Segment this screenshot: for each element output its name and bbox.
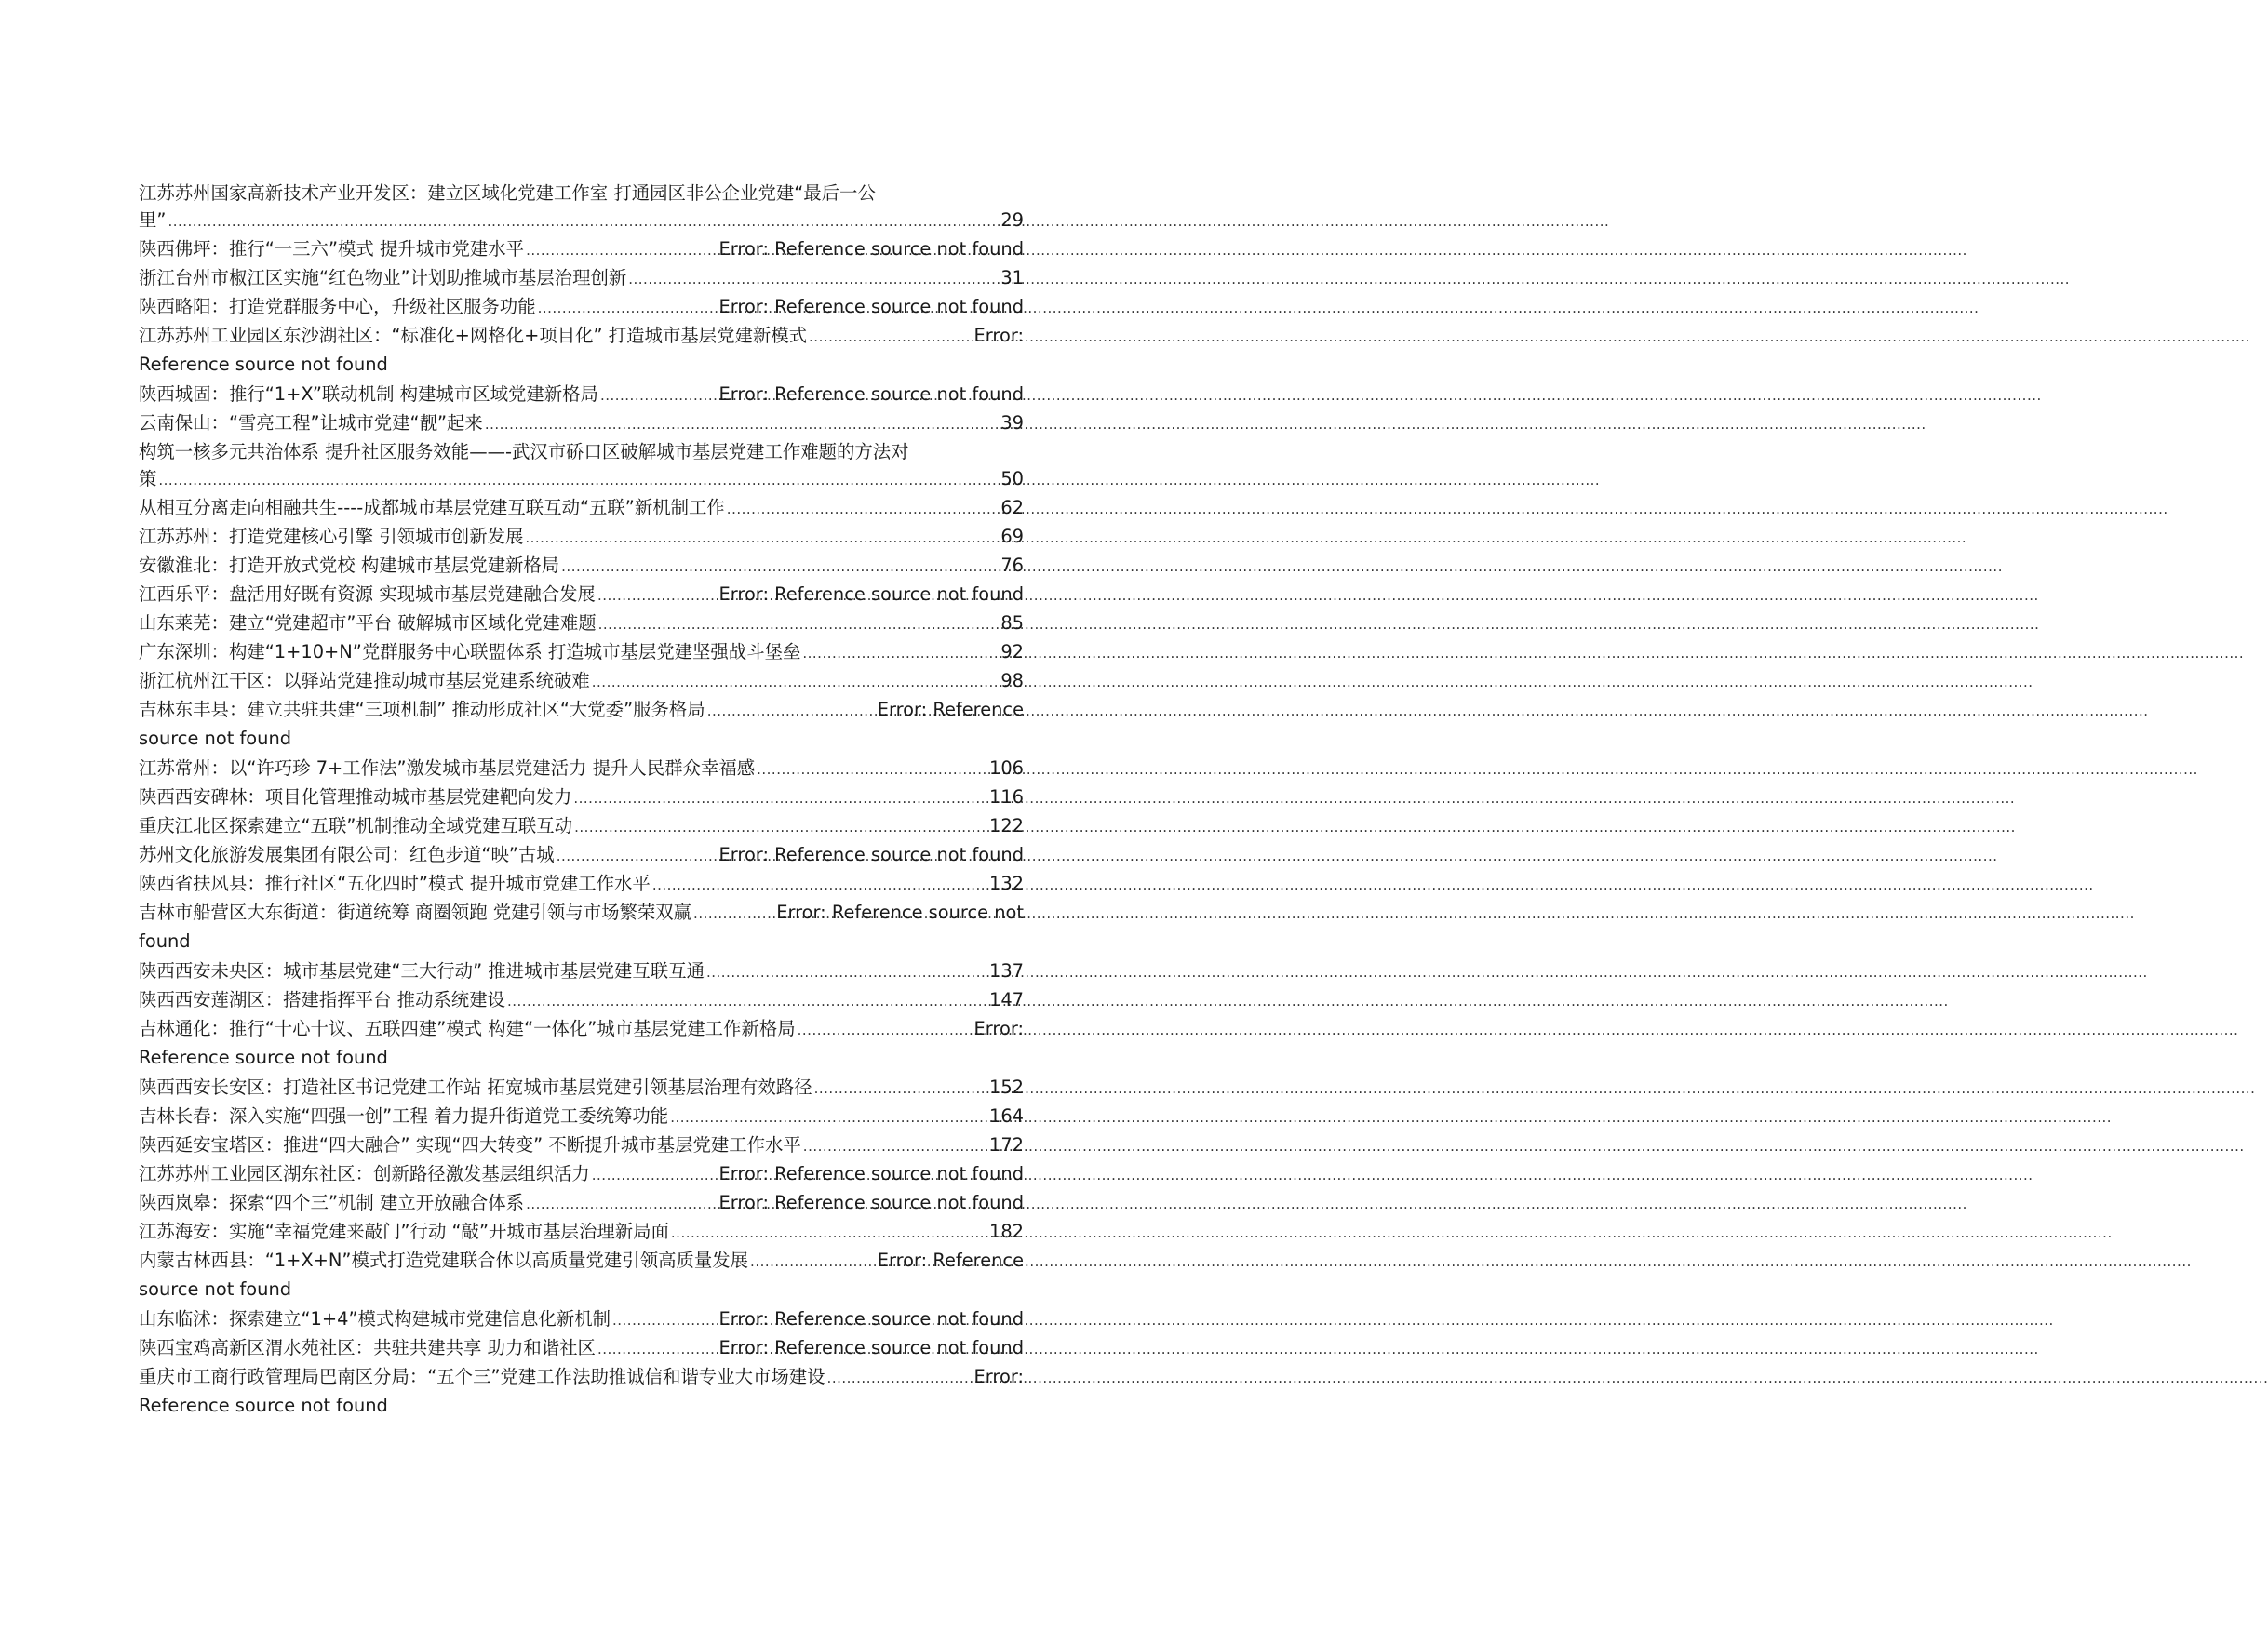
dot-leader [693,901,774,928]
toc-entry-page: Error: Reference source not found [718,1308,1024,1330]
toc-entry-page: 98 [1000,670,1024,691]
dot-leader [612,1307,718,1334]
toc-entry-title: 重庆江北区探索建立“五联”机制推动全域党建互联互动 [139,815,573,836]
toc-entry[interactable] [139,1218,1024,1247]
toc-entry-title: 浙江台州市椒江区实施“红色物业”计划助推城市基层治理创新 [139,267,627,288]
toc-entry-title: 江苏常州：以“许巧珍 7+工作法”激发城市基层党建活力 提升人民群众幸福感 [139,757,756,779]
toc-entry[interactable] [139,841,1024,870]
toc-entry-page: Error: Reference source not found [718,1163,1024,1184]
toc-entry[interactable] [139,494,1024,523]
toc-entry-title: 陕西西安长安区：打造社区书记党建工作站 拓宽城市基层党建引领基层治理有效路径 [139,1077,812,1098]
dot-leader [538,295,718,322]
toc-entry-page: Error: Reference source not found [718,383,1024,405]
toc-entry-page: 182 [988,1221,1024,1242]
toc-entry-title: 陕西西安莲湖区：搭建指挥平台 推动系统建设 [139,989,505,1010]
dot-leader [525,525,999,552]
dot-leader [597,1336,718,1363]
toc-entry-title: 山东莱芜：建立“党建超市”平台 破解城市区域化党建难题 [139,612,597,634]
toc-entry-title: 重庆市工商行政管理局巴南区分局：“五个三”党建工作法助推诚信和谐专业大市场建设 [139,1366,825,1387]
toc-entry[interactable] [139,381,1024,409]
dot-leader [750,1249,876,1276]
toc-entry[interactable] [139,1103,1024,1131]
toc-entry-page-continued: found [139,930,191,952]
dot-leader [802,640,999,667]
toc-entry[interactable] [139,609,1024,638]
dot-leader [707,698,876,725]
toc-entry-title: 江苏苏州工业园区东沙湖社区：“标准化+网格化+项目化” 打造城市基层党建新模式 [139,325,808,346]
dot-leader [158,467,999,494]
toc-entry-page-continued: Reference source not found [139,354,388,375]
toc-entry[interactable] [139,1160,1024,1189]
dot-leader [507,988,987,1015]
toc-entry-page: 152 [988,1077,1024,1098]
toc-entry[interactable] [139,581,1024,609]
toc-entry[interactable] [139,957,1024,986]
toc-entry-page: Error: Reference source not [776,902,1024,923]
toc-entry[interactable] [139,293,1024,322]
toc-entry[interactable] [139,1247,1024,1303]
toc-entry-page: Error: Reference source not found [718,1192,1024,1213]
dot-leader [574,814,987,841]
toc-entry-title: 吉林长春：深入实施“四强一创”工程 着力提升街道党工委统筹功能 [139,1105,669,1127]
dot-leader [727,496,1000,523]
toc-entry-title: 吉林通化：推行“十心十议、五联四建”模式 构建“一体化”城市基层党建工作新格局 [139,1018,796,1039]
dot-leader [526,1191,717,1218]
toc-entry-page: 85 [1000,612,1024,634]
toc-entry-page: 39 [1000,412,1024,434]
dot-leader [561,554,999,581]
dot-leader [827,1365,973,1392]
dot-leader [573,785,987,812]
dot-leader [671,1220,987,1247]
toc-entry-page: Error: [973,1366,1024,1387]
toc-entry-title: 陕西宝鸡高新区渭水苑社区：共驻共建共享 助力和谐社区 [139,1337,596,1358]
toc-entry-title: 陕西岚皋：探索“四个三”机制 建立开放融合体系 [139,1192,525,1213]
dot-leader [526,237,717,264]
toc-entry-page: 76 [1000,555,1024,576]
dot-leader [798,1017,973,1044]
toc-entry-page-continued: source not found [139,1278,292,1300]
toc-entry[interactable] [139,1334,1024,1363]
toc-entry-title: 吉林东丰县：建立共驻共建“三项机制” 推动形成社区“大党委”服务格局 [139,699,705,720]
toc-entry-page: 116 [988,786,1024,808]
table-of-contents [139,180,1024,1422]
toc-entry-page: 147 [988,989,1024,1010]
dot-leader [485,411,999,438]
toc-entry[interactable] [139,1074,1024,1103]
toc-entry[interactable] [139,1305,1024,1334]
toc-entry-page: Error: Reference [877,699,1024,720]
toc-entry-page: 31 [1000,267,1024,288]
toc-entry-title-continued: 里” [139,209,167,231]
toc-entry-page: Error: Reference [877,1250,1024,1271]
toc-entry[interactable] [139,696,1024,752]
toc-entry-title: 陕西佛坪：推行“一三六”模式 提升城市党建水平 [139,238,525,260]
dot-leader [814,1076,987,1103]
toc-entry-title: 从相互分离走向相融共生----成都城市基层党建互联互动“五联”新机制工作 [139,497,725,518]
dot-leader [757,756,987,783]
dot-leader [670,1104,987,1131]
toc-entry-title: 江苏苏州工业园区湖东社区：创新路径激发基层组织活力 [139,1163,590,1184]
dot-leader [600,382,718,409]
toc-entry[interactable] [139,755,1024,783]
toc-entry-page: 92 [1000,641,1024,662]
toc-entry-title: 苏州文化旅游发展集团有限公司：红色步道“映”古城 [139,844,555,865]
toc-entry-title: 陕西西安碑林：项目化管理推动城市基层党建靶向发力 [139,786,572,808]
toc-entry[interactable] [139,409,1024,438]
toc-entry-title: 陕西略阳：打造党群服务中心，升级社区服务功能 [139,296,536,317]
toc-entry[interactable] [139,180,1024,235]
toc-entry-title: 构筑一核多元共治体系 提升社区服务效能——-武汉市硚口区破解城市基层党建工作难题的方法对 [139,441,909,462]
toc-entry-title: 吉林市船营区大东街道：街道统筹 商圈领跑 党建引领与市场繁荣双赢 [139,902,692,923]
toc-entry-page: Error: [973,1018,1024,1039]
toc-entry-page-continued: Reference source not found [139,1047,388,1068]
toc-entry-page: Error: Reference source not found [718,238,1024,260]
toc-entry-page: 122 [988,815,1024,836]
toc-entry-page: 137 [988,960,1024,982]
toc-entry-title: 浙江杭州江干区：以驿站党建推动城市基层党建系统破难 [139,670,590,691]
toc-entry-page: 106 [988,757,1024,779]
dot-leader [652,872,987,899]
toc-entry-page: Error: Reference source not found [718,844,1024,865]
toc-entry[interactable] [139,667,1024,696]
dot-leader [628,266,999,293]
toc-entry-title: 陕西西安未央区：城市基层党建“三大行动” 推进城市基层党建互联互通 [139,960,705,982]
toc-entry[interactable] [139,783,1024,812]
toc-entry-page: Error: Reference source not found [718,1337,1024,1358]
toc-entry-page: 132 [988,873,1024,894]
dot-leader [592,669,1000,696]
toc-entry-title: 陕西省扶风县：推行社区“五化四时”模式 提升城市党建工作水平 [139,873,651,894]
toc-entry-title: 江苏苏州：打造党建核心引擎 引领城市创新发展 [139,526,524,547]
toc-entry-title: 云南保山：“雪亮工程”让城市党建“靓”起来 [139,412,483,434]
dot-leader [597,582,718,609]
toc-entry-page-continued: Reference source not found [139,1395,388,1416]
toc-entry[interactable] [139,1363,1024,1419]
toc-entry-page: 164 [988,1105,1024,1127]
toc-entry[interactable] [139,870,1024,899]
toc-entry-page-continued: source not found [139,728,292,749]
toc-entry[interactable] [139,552,1024,581]
toc-entry-page: 62 [1000,497,1024,518]
toc-entry-title: 内蒙古林西县：“1+X+N”模式打造党建联合体以高质量党建引领高质量发展 [139,1250,749,1271]
toc-entry[interactable] [139,899,1024,955]
toc-entry-title: 山东临沭：探索建立“1+4”模式构建城市党建信息化新机制 [139,1308,611,1330]
toc-entry-title: 陕西城固：推行“1+X”联动机制 构建城市区域党建新格局 [139,383,598,405]
dot-leader [706,959,987,986]
toc-entry-page: Error: Reference source not found [718,583,1024,605]
toc-entry-title: 江苏海安：实施“幸福党建来敲门”行动 “敲”开城市基层治理新局面 [139,1221,669,1242]
dot-leader [592,1162,718,1189]
dot-leader [809,324,973,351]
dot-leader [557,843,718,870]
toc-entry[interactable] [139,812,1024,841]
toc-entry-title-continued: 策 [139,468,157,489]
toc-entry-title: 江西乐平：盘活用好既有资源 实现城市基层党建融合发展 [139,583,596,605]
toc-entry[interactable] [139,638,1024,667]
toc-entry[interactable] [139,322,1024,378]
dot-leader [168,208,999,235]
toc-entry[interactable] [139,523,1024,552]
toc-entry-title: 江苏苏州国家高新技术产业开发区：建立区域化党建工作室 打通园区非公企业党建“最后一公 [139,182,876,204]
toc-entry-page: 172 [988,1134,1024,1156]
toc-entry-page: 29 [1000,209,1024,231]
toc-entry-page: 50 [1000,468,1024,489]
toc-entry[interactable] [139,438,1024,494]
toc-entry-page: 69 [1000,526,1024,547]
toc-entry[interactable] [139,1131,1024,1160]
dot-leader [598,611,1000,638]
toc-entry[interactable] [139,986,1024,1015]
toc-entry-title: 安徽淮北：打造开放式党校 构建城市基层党建新格局 [139,555,560,576]
toc-entry[interactable] [139,1015,1024,1071]
toc-entry-page: Error: [973,325,1024,346]
dot-leader [803,1133,987,1160]
toc-entry-title: 陕西延安宝塔区：推进“四大融合” 实现“四大转变” 不断提升城市基层党建工作水平 [139,1134,801,1156]
toc-entry-page: Error: Reference source not found [718,296,1024,317]
toc-entry[interactable] [139,1189,1024,1218]
toc-entry[interactable] [139,235,1024,264]
toc-entry[interactable] [139,264,1024,293]
toc-entry-title: 广东深圳：构建“1+10+N”党群服务中心联盟体系 打造城市基层党建坚强战斗堡垒 [139,641,801,662]
